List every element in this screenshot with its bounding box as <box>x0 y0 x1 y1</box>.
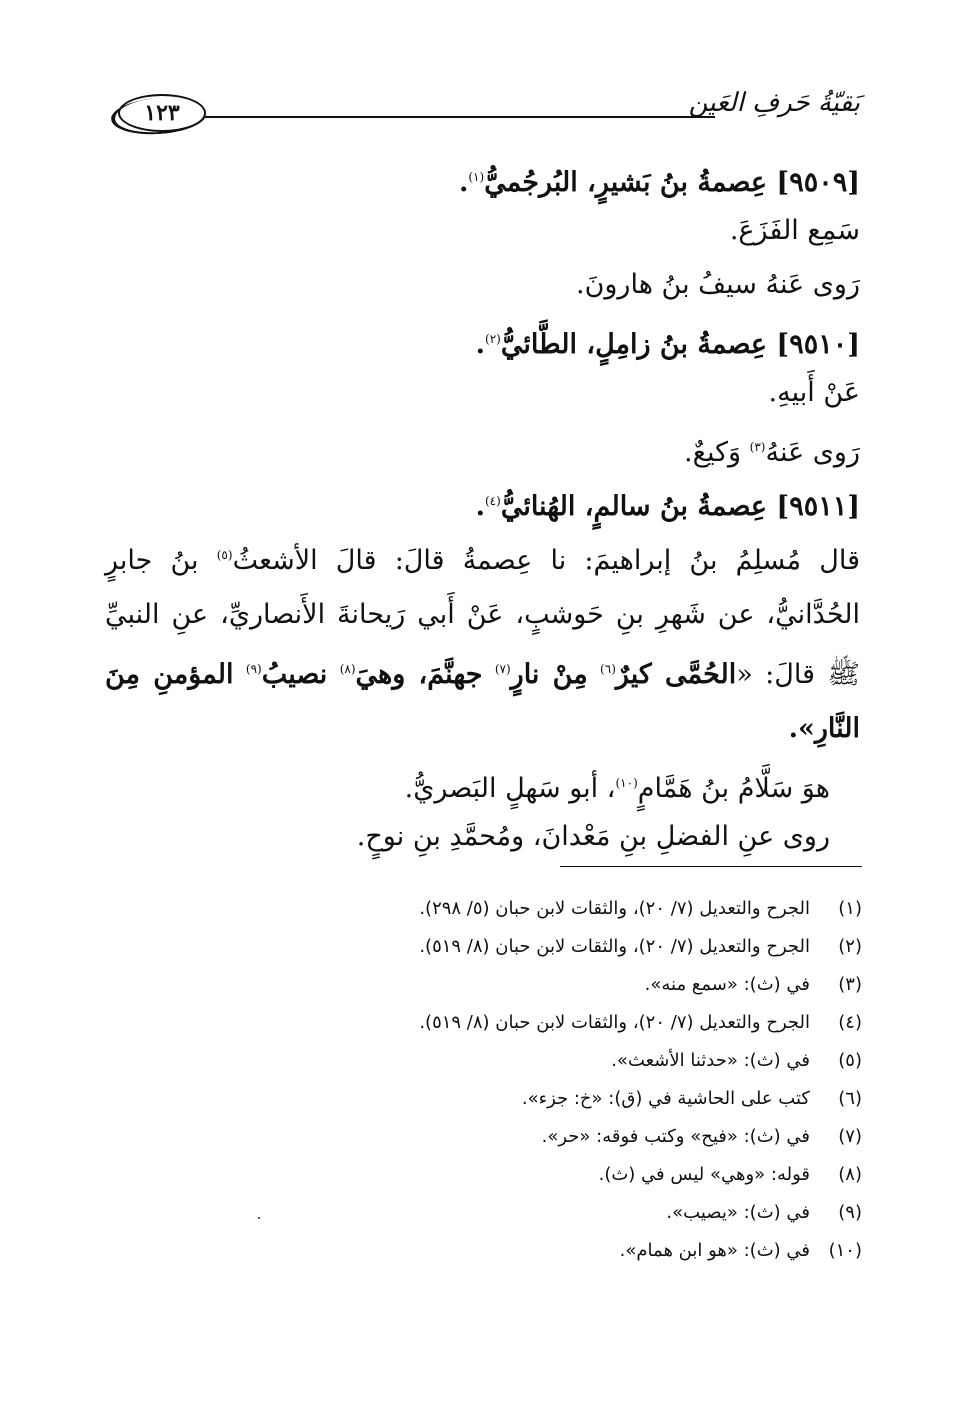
footnote-ref[interactable]: (٥) <box>216 548 233 562</box>
footnote-rule <box>560 866 862 867</box>
footnote-ref[interactable]: (٦) <box>600 662 616 676</box>
text-line: سَمِع الفَزَعَ. <box>729 215 860 246</box>
entry-9509: [٩٥٠٩] عِصمةُ بنُ بَشيرٍ، البُرجُميُّ$^{(١)}$. <box>458 167 860 198</box>
text-segment: وَكيعٌ. <box>684 437 742 468</box>
running-head: بَقيّةُ حَرفِ العَين <box>688 88 860 118</box>
hadith-text: المؤمنِ مِنَ النَّارِ <box>105 659 860 744</box>
footnote-text: قوله: «وهي» ليس في (ث). <box>598 1164 810 1185</box>
footnote-ref[interactable]: (٢) <box>485 332 501 346</box>
footnote-number: (٤) <box>838 1012 862 1033</box>
footnote-ref[interactable]: (٣) <box>749 440 766 454</box>
footnote-text: الجرح والتعديل (٧/ ٢٠)، والثقات لابن حبان (٥/ ٢٩٨). <box>419 898 810 919</box>
footnote-item <box>162 1194 862 1232</box>
text-line: عَنْ أَبيهِ. <box>768 377 860 408</box>
entry-9511: [٩٥١١] عِصمةُ بنُ سالمٍ، الهُنائيُّ$^{(٤)}$. <box>475 491 860 522</box>
entry-number: [٩٥١١] <box>776 491 860 522</box>
footnote-ref[interactable]: (٩) <box>245 662 262 676</box>
text-segment: ». <box>788 713 815 744</box>
footnote-ref[interactable]: (٨) <box>339 662 356 676</box>
footnote-item <box>162 928 862 966</box>
entry-9510: [٩٥١٠] عِصمةُ بنُ زامِلٍ، الطَّائيُّ$^{(٢)}$. <box>475 329 860 360</box>
footnote-number: (٧) <box>838 1126 862 1147</box>
footnote-text: الجرح والتعديل (٧/ ٢٠)، والثقات لابن حبان (٨/ ٥١٩). <box>419 936 810 957</box>
main-text <box>105 150 860 864</box>
text-segment: بنُ جابرٍ الحُدَّانيُّ، عن شَهرِ بنِ حَوشبٍ، عَنْ أَبي رَيحانةَ الأَنصاريِّ، عنِ النبيِّ ﷺ قالَ: « <box>105 545 860 690</box>
footnotes <box>162 890 862 1270</box>
hadith-text: الحُمَّى كيرٌ <box>615 659 737 690</box>
footnote-number: (١٠) <box>828 1240 862 1261</box>
footnote-number: (٩) <box>838 1202 862 1223</box>
footnote-text: كتب على الحاشية في (ق): «خ: جزء». <box>521 1088 810 1109</box>
text-segment: هوَ سَلَّامُ بنُ هَمَّامٍ <box>637 773 830 804</box>
footnote-ref[interactable]: (١) <box>468 170 485 184</box>
footnote-number: (٥) <box>838 1050 862 1071</box>
entry-name: عِصمةُ بنُ سالمٍ، الهُنائيُّ <box>500 491 768 522</box>
footnote-number: (٦) <box>838 1088 862 1109</box>
footnote-item <box>162 1118 862 1156</box>
text-segment: رَوى عَنهُ <box>765 437 860 468</box>
hadith-text: نصيبُ <box>261 659 328 690</box>
scan-speck <box>258 1217 260 1219</box>
footnote-number: (٢) <box>838 936 862 957</box>
text-line <box>105 420 860 474</box>
header-rule <box>205 116 715 118</box>
footnote-text: في (ث): «سمع منه». <box>644 974 810 995</box>
footnote-number: (١) <box>838 898 862 919</box>
footnote-item <box>162 1156 862 1194</box>
text-line: رَوى عَنهُ سيفُ بنُ هارونَ. <box>575 269 860 300</box>
footnote-item <box>162 1080 862 1118</box>
footnote-ref[interactable]: (٤) <box>484 494 501 508</box>
hadith-text: مِنْ نارٍ <box>510 659 588 690</box>
footnote-item <box>162 1004 862 1042</box>
text-line: روى عنِ الفضلِ بنِ مَعْدانَ، ومُحمَّدِ بنِ نوحٍ. <box>356 821 830 852</box>
footnote-item <box>162 1042 862 1080</box>
footnote-item <box>162 1232 862 1270</box>
footnote-text: في (ث): «يصيب». <box>666 1202 810 1223</box>
footnote-ref[interactable]: (١٠) <box>615 776 638 790</box>
footnote-item <box>162 966 862 1004</box>
footnote-text: في (ث): «حدثنا الأشعث». <box>611 1050 810 1071</box>
entry-number: [٩٥١٠] <box>776 329 860 360</box>
page-number-badge <box>118 94 206 132</box>
entry-name: عِصمةُ بنُ بَشيرٍ، البُرجُميُّ <box>484 167 768 198</box>
entry-name: عِصمةُ بنُ زامِلٍ، الطَّائيُّ <box>500 329 768 360</box>
footnote-text: الجرح والتعديل (٧/ ٢٠)، والثقات لابن حبان (٨/ ٥١٩). <box>419 1012 810 1033</box>
text-line <box>105 756 860 810</box>
hadith-text: جهنَّمَ، وهيَ <box>355 659 483 690</box>
footnote-text: في (ث): «فيح» وكتب فوقه: «حر». <box>541 1126 810 1147</box>
text-segment: قال مُسلِمُ بنُ إبراهيمَ: نا عِصمةُ قالَ: قالَ الأشعثُ <box>232 545 860 576</box>
footnote-text: في (ث): «هو ابن همام». <box>619 1240 810 1261</box>
entry-number: [٩٥٠٩] <box>776 167 860 198</box>
text-segment: ، أبو سَهلٍ البَصريُّ. <box>404 773 616 804</box>
footnote-number: (٣) <box>838 974 862 995</box>
footnote-number: (٨) <box>838 1164 862 1185</box>
page-number: ١٢٣ <box>144 100 180 126</box>
footnote-ref[interactable]: (٧) <box>494 662 511 676</box>
hadith-paragraph <box>105 528 860 756</box>
footnote-item <box>162 890 862 928</box>
